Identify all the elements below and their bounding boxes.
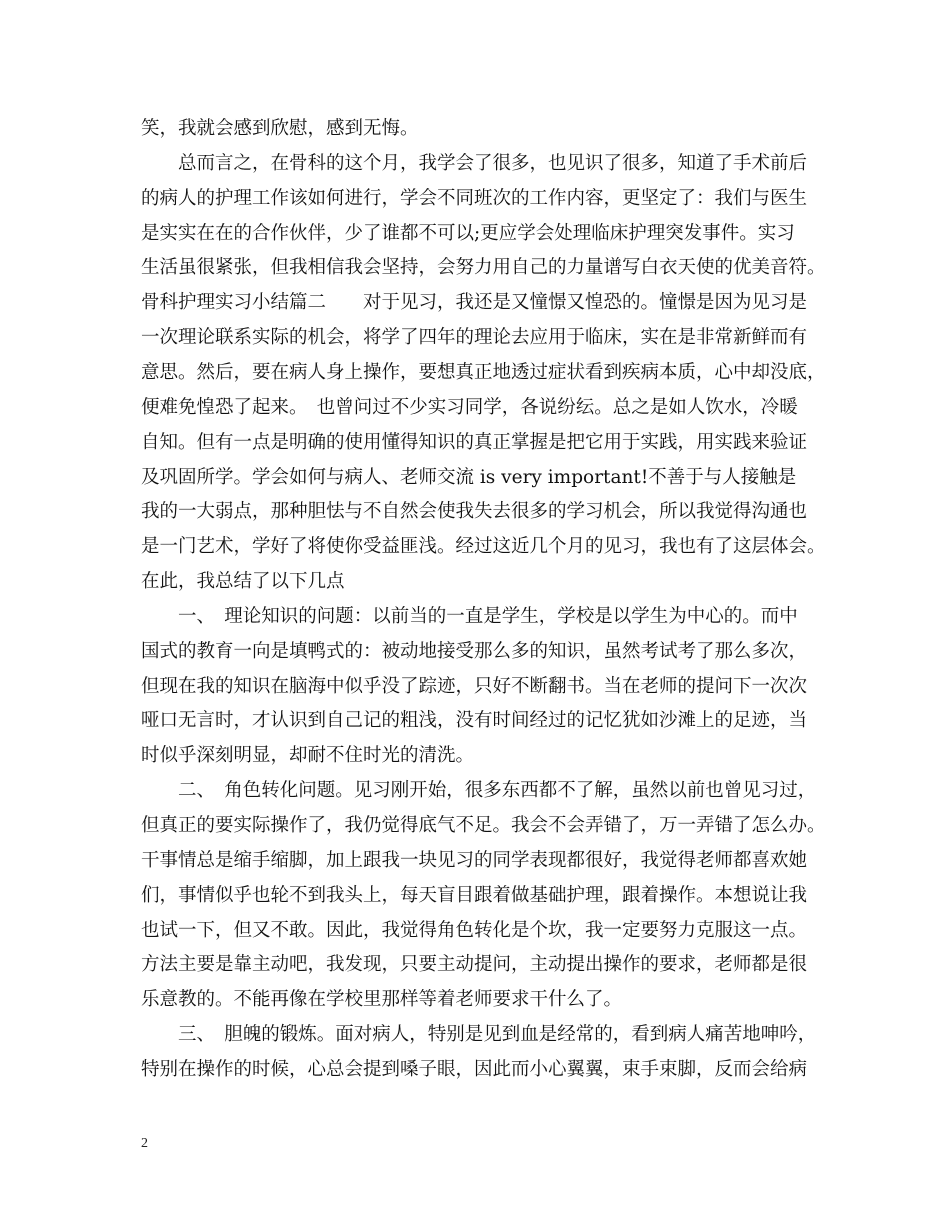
text-line: 我的一大弱点，那种胆怯与不自然会使我失去很多的学习机会，所以我觉得沟通也 <box>141 501 808 523</box>
text-line: 一次理论联系实际的机会，将学了四年的理论去应用于临床，实在是非常新鲜而有 <box>141 327 808 349</box>
text-line: 自知。但有一点是明确的使用懂得知识的真正掌握是把它用于实践，用实践来验证 <box>141 431 808 453</box>
text-line: 乐意教的。不能再像在学校里那样等着老师要求干什么了。 <box>141 989 623 1011</box>
text-line: 国式的教育一向是填鸭式的：被动地接受那么多的知识，虽然考试考了那么多次， <box>141 640 808 662</box>
text-line: 的病人的护理工作该如何进行，学会不同班次的工作内容，更坚定了：我们与医生 <box>141 187 808 209</box>
text-line: 在此，我总结了以下几点 <box>141 571 345 593</box>
text-line: 方法主要是靠主动吧，我发现，只要主动提问，主动提出操作的要求，老师都是很 <box>141 954 808 976</box>
text-line: 们，事情似乎也轮不到我头上，每天盲目跟着做基础护理，跟着操作。本想说让我 <box>141 884 808 906</box>
text-line: 便难免惶恐了起来。 也曾问过不少实习同学，各说纷纭。总之是如人饮水，冷暖 <box>141 396 798 418</box>
text-line: 三、 胆魄的锻炼。面对病人，特别是见到血是经常的，看到病人痛苦地呻吟， <box>141 1024 817 1046</box>
text-line: 也试一下，但又不敢。因此，我觉得角色转化是个坎，我一定要努力克服这一点。 <box>141 919 808 941</box>
page-number: 2 <box>141 1136 148 1151</box>
text-line: 但现在我的知识在脑海中似乎没了踪迹，只好不断翻书。当在老师的提问下一次次 <box>141 675 808 697</box>
text-line: 生活虽很紧张，但我相信我会坚持，会努力用自己的力量谱写白衣天使的优美音符。 <box>141 257 826 279</box>
text-line: 骨科护理实习小结篇二 对于见习，我还是又憧憬又惶恐的。憧憬是因为见习是 <box>141 292 808 314</box>
text-line: 时似乎深刻明显，却耐不住时光的清洗。 <box>141 745 475 767</box>
text-line: 但真正的要实际操作了，我仍觉得底气不足。我会不会弄错了，万一弄错了怎么办。 <box>141 815 826 836</box>
text-line: 笑，我就会感到欣慰，感到无悔。 <box>141 118 419 139</box>
text-line: 哑口无言时，才认识到自己记的粗浅，没有时间经过的记忆犹如沙滩上的足迹，当 <box>141 710 808 732</box>
text-line: 二、 角色转化问题。见习刚开始，很多东西都不了解，虽然以前也曾见习过， <box>141 780 817 802</box>
text-line: 一、 理论知识的问题：以前当的一直是学生，学校是以学生为中心的。而中 <box>141 605 798 627</box>
text-line: 及巩固所学。学会如何与病人、老师交流 is very important!不善于与人接触是 <box>141 466 797 488</box>
text-line: 特别在操作的时候，心总会提到嗓子眼，因此而小心翼翼，束手束脚，反而会给病 <box>141 1058 808 1080</box>
text-line: 总而言之，在骨科的这个月，我学会了很多，也见识了很多，知道了手术前后 <box>141 152 808 174</box>
text-line: 干事情总是缩手缩脚，加上跟我一块见习的同学表现都很好，我觉得老师都喜欢她 <box>141 849 808 871</box>
text-line: 是一门艺术，学好了将使你受益匪浅。经过这近几个月的见习，我也有了这层体会。 <box>141 536 826 558</box>
text-line: 意思。然后，要在病人身上操作，要想真正地透过症状看到疾病本质，心中却没底， <box>141 361 826 383</box>
text-line: 是实实在在的合作伙伴，少了谁都不可以;更应学会处理临床护理突发事件。实习 <box>141 222 795 244</box>
